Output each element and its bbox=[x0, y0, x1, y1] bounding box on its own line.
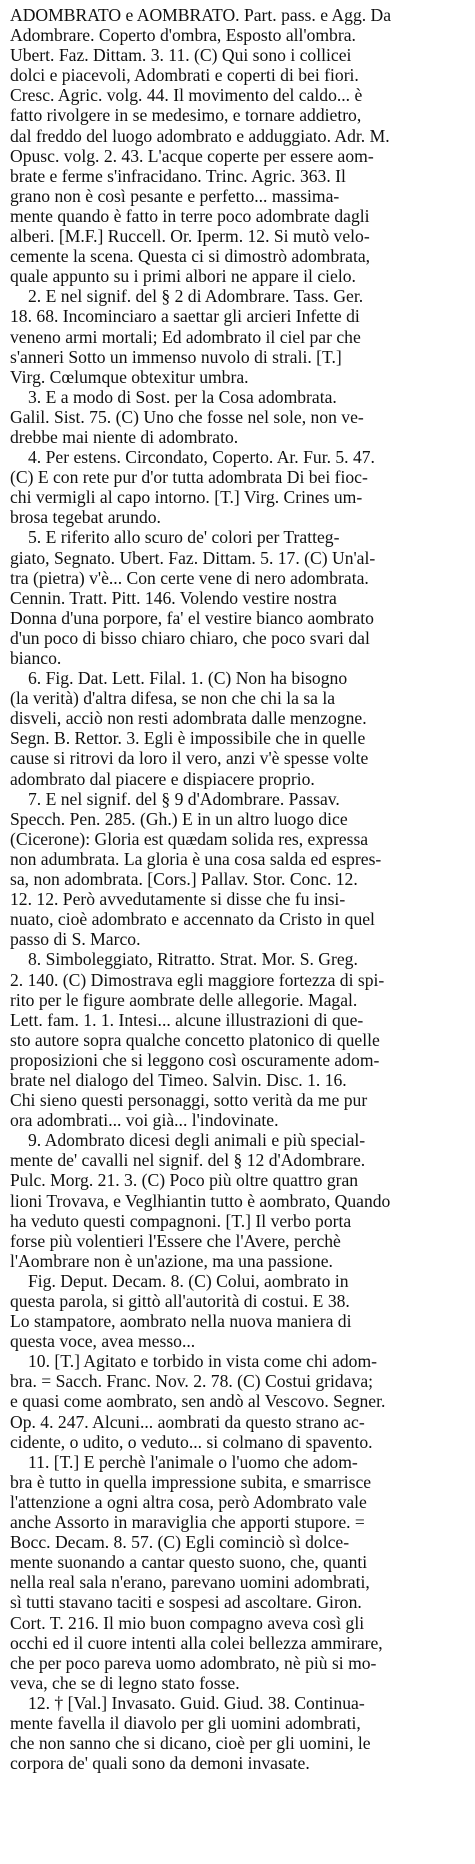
text-line: nuato, cioè adombrato e accennato da Cristo in quel bbox=[10, 909, 375, 930]
text-line: cause si ritrovi da loro il vero, anzi v'è spesse volte bbox=[10, 748, 369, 769]
text-line: corpora de' quali sono da demoni invasate. bbox=[10, 1753, 310, 1774]
text-line: l'attenzione a ogni altra cosa, però Adombrato vale bbox=[10, 1491, 367, 1512]
text-line: 8. Simboleggiato, Ritratto. Strat. Mor. S. Greg. bbox=[28, 949, 358, 970]
text-line: proposizioni che si leggono così oscuramente adom- bbox=[10, 1049, 380, 1070]
text-line: Opusc. volg. 2. 43. L'acque coperte per essere aom- bbox=[10, 145, 374, 166]
text-line: veva, che se di legno stato fosse. bbox=[10, 1672, 240, 1693]
sense-9 bbox=[10, 1130, 467, 1271]
text-line: Bocc. Decam. 8. 57. (C) Egli cominciò sì dolce- bbox=[10, 1532, 350, 1553]
text-line: 2. 140. (C) Dimostrava egli maggiore fortezza di spi- bbox=[10, 969, 385, 990]
sense-6 bbox=[10, 668, 467, 789]
text-line: ha veduto questi compagnoni. [T.] Il verbo porta bbox=[10, 1210, 352, 1231]
text-line: veneno armi mortali; Ed adombrato il ciel par che bbox=[10, 326, 361, 347]
text-line: fatto rivolgere in se medesimo, e tornare addietro, bbox=[10, 105, 362, 126]
text-line: 2. E nel signif. del § 2 di Adombrare. Tass. Ger. bbox=[28, 286, 364, 307]
text-line: Adombrare. Coperto d'ombra, Esposto all'ombra. bbox=[10, 25, 356, 46]
sense-12 bbox=[10, 1693, 467, 1773]
text-line: 7. E nel signif. del § 9 d'Adombrare. Passav. bbox=[28, 788, 340, 809]
text-line: nella real sala n'erano, parevano uomini adombrati, bbox=[10, 1572, 370, 1593]
text-line: mente favella il diavolo per gli uomini adombrati, bbox=[10, 1712, 361, 1733]
sense-2 bbox=[10, 286, 467, 386]
text-line: brate nel dialogo del Timeo. Salvin. Disc. 1. 16. bbox=[10, 1069, 347, 1090]
text-line: passo di S. Marco. bbox=[10, 929, 141, 950]
text-line: forse più volentieri l'Essere che l'Avere, perchè bbox=[10, 1230, 341, 1251]
text-line: e quasi come aombrato, sen andò al Vescovo. Segner. bbox=[10, 1391, 386, 1412]
text-line: bra. = Sacch. Franc. Nov. 2. 78. (C) Costui gridava; bbox=[10, 1371, 374, 1392]
text-line: 12. 12. Però avvedutamente si disse che fu insi- bbox=[10, 889, 346, 910]
text-line: cidente, o udito, o veduto... si colmano di spavento. bbox=[10, 1431, 373, 1452]
sense-4 bbox=[10, 447, 467, 527]
text-line: dal freddo del luogo adombrato e adduggiato. Adr. M. bbox=[10, 125, 390, 146]
text-line: s'anneri Sotto un immenso nuvolo di strali. [T.] bbox=[10, 346, 342, 367]
text-line: Ubert. Faz. Dittam. 3. 11. (C) Qui sono i collicei bbox=[10, 45, 352, 66]
sense-5 bbox=[10, 527, 467, 668]
text-line: dolci e piacevoli, Adombrati e coperti di bei fiori. bbox=[10, 65, 359, 86]
text-line: rito per le figure aombrate delle allegorie. Magal. bbox=[10, 989, 358, 1010]
text-line: Galil. Sist. 75. (C) Uno che fosse nel sole, non ve- bbox=[10, 406, 364, 427]
entry-definition bbox=[10, 5, 467, 286]
text-line: Specch. Pen. 285. (Gh.) E in un altro luogo dice bbox=[10, 808, 348, 829]
text-line: adombrato dal piacere e dispiacere proprio. bbox=[10, 768, 315, 789]
text-line: Chi sieno questi personaggi, sotto verità da me pur bbox=[10, 1090, 368, 1111]
text-line: chi vermigli al capo intorno. [T.] Virg. Crines um- bbox=[10, 487, 363, 508]
text-line: 9. Adombrato dicesi degli animali e più special- bbox=[28, 1130, 366, 1151]
sense-7 bbox=[10, 789, 467, 950]
text-line: 4. Per estens. Circondato, Coperto. Ar. Fur. 5. 47. bbox=[28, 447, 375, 468]
sense-3 bbox=[10, 387, 467, 447]
text-line: sì tutti stavano taciti e sospesi ad ascoltare. Giron. bbox=[10, 1592, 362, 1613]
sense-10 bbox=[10, 1351, 467, 1451]
text-line: ADOMBRATO e AOMBRATO. Part. pass. e Agg. Da bbox=[10, 5, 392, 25]
text-line: sa, non adombrata. [Cors.] Pallav. Stor. Conc. 12. bbox=[10, 869, 358, 890]
text-line: grano non è così pesante e perfetto... massima- bbox=[10, 185, 340, 206]
text-line: tra (pietra) v'è... Con certe vene di nero adombrata. bbox=[10, 567, 369, 588]
text-line: cemente la scena. Questa ci si dimostrò adombrata, bbox=[10, 246, 371, 267]
text-line: Cort. T. 216. Il mio buon compagno aveva così gli bbox=[10, 1612, 365, 1633]
text-line: Fig. Deput. Decam. 8. (C) Colui, aombrato in bbox=[28, 1270, 349, 1291]
text-line: 3. E a modo di Sost. per la Cosa adombrata. bbox=[28, 386, 337, 407]
text-line: ora adombrati... voi già... l'indovinate. bbox=[10, 1110, 279, 1131]
text-line: Op. 4. 247. Alcuni... aombrati da questo strano ac- bbox=[10, 1411, 365, 1432]
text-line: Segn. B. Rettor. 3. Egli è impossibile che in quelle bbox=[10, 728, 366, 749]
text-line: non adumbrata. La gloria è una cosa salda ed espres- bbox=[10, 848, 382, 869]
text-line: 6. Fig. Dat. Lett. Filal. 1. (C) Non ha bisogno bbox=[28, 668, 348, 689]
text-line: questa voce, avea messo... bbox=[10, 1331, 196, 1352]
text-line: Virg. Cœlumque obtexitur umbra. bbox=[10, 366, 249, 387]
sense-8 bbox=[10, 949, 467, 1130]
text-line: lioni Trovava, e Veglhiantin tutto è aombrato, Quando bbox=[10, 1190, 391, 1211]
text-line: che non sanno che si dicano, cioè per gli uomini, le bbox=[10, 1733, 371, 1754]
text-line: 10. [T.] Agitato e torbido in vista come chi adom- bbox=[28, 1351, 378, 1372]
text-line: Cresc. Agric. volg. 44. Il movimento del caldo... è bbox=[10, 85, 363, 106]
text-line: Cennin. Tratt. Pitt. 146. Volendo vestire nostra bbox=[10, 587, 337, 608]
text-line: brate e ferme s'infracidano. Trinc. Agric. 363. Il bbox=[10, 165, 346, 186]
text-line: 12. † [Val.] Invasato. Guid. Giud. 38. Continua- bbox=[28, 1692, 365, 1713]
text-line: bianco. bbox=[10, 648, 62, 668]
text-line: (C) E con rete pur d'or tutta adombrata Di bei fioc- bbox=[10, 467, 368, 488]
text-line: bra è tutto in quella impressione subita, e smarrisce bbox=[10, 1471, 372, 1492]
sense-11 bbox=[10, 1452, 467, 1693]
text-line: l'Aombrare non è un'azione, ma una passione. bbox=[10, 1250, 333, 1271]
text-line: mente de' cavalli nel signif. del § 12 d'Adombrare. bbox=[10, 1150, 366, 1171]
sense-9-fig bbox=[10, 1271, 467, 1351]
text-line: alberi. [M.F.] Ruccell. Or. Iperm. 12. Si mutò velo- bbox=[10, 226, 370, 247]
text-line: disveli, acciò non resti adombrata dalle menzogne. bbox=[10, 708, 367, 729]
text-line: giato, Segnato. Ubert. Faz. Dittam. 5. 17. (C) Un'al- bbox=[10, 547, 376, 568]
text-line: (la verità) d'altra difesa, se non che chi la sa la bbox=[10, 688, 336, 709]
text-line: 11. [T.] E perchè l'animale o l'uomo che adom- bbox=[28, 1451, 358, 1472]
text-line: questa parola, si gittò all'autorità di costui. E 38. bbox=[10, 1291, 350, 1311]
text-line: occhi ed il cuore intenti alla colei bellezza ammirare, bbox=[10, 1632, 383, 1653]
text-line: 5. E riferito allo scuro de' colori per Tratteg- bbox=[28, 527, 340, 548]
text-line: d'un poco di bisso chiaro chiaro, che poco svari dal bbox=[10, 627, 370, 648]
text-line: mente quando è fatto in terre poco adombrate dagli bbox=[10, 205, 370, 226]
text-line: Donna d'una porpore, fa' el vestire bianco aombrato bbox=[10, 607, 374, 628]
text-line: drebbe mai niente di adombrato. bbox=[10, 426, 239, 447]
text-line: anche Assorto in maraviglia che apporti stupore. = bbox=[10, 1512, 365, 1533]
text-line: brosa tegebat arundo. bbox=[10, 507, 161, 528]
text-line: 18. 68. Incominciaro a saettar gli arcieri Infette di bbox=[10, 306, 360, 327]
text-line: sto autore sopra qualche concetto platonico di quelle bbox=[10, 1029, 380, 1050]
text-line: mente suonando a cantar questo suono, che, quanti bbox=[10, 1552, 368, 1573]
text-line: (Cicerone): Gloria est quædam solida res, expressa bbox=[10, 828, 369, 849]
text-line: Pulc. Morg. 21. 3. (C) Poco più oltre quattro gran bbox=[10, 1170, 359, 1191]
text-line: che per poco pareva uomo adombrato, nè più si mo- bbox=[10, 1652, 377, 1673]
text-line: quale appunto su i primi albori ne appare il cielo. bbox=[10, 266, 356, 287]
text-line: Lo stampatore, aombrato nella nuova maniera di bbox=[10, 1311, 352, 1332]
text-line: Lett. fam. 1. 1. Intesi... alcune illustrazioni di que- bbox=[10, 1009, 364, 1030]
